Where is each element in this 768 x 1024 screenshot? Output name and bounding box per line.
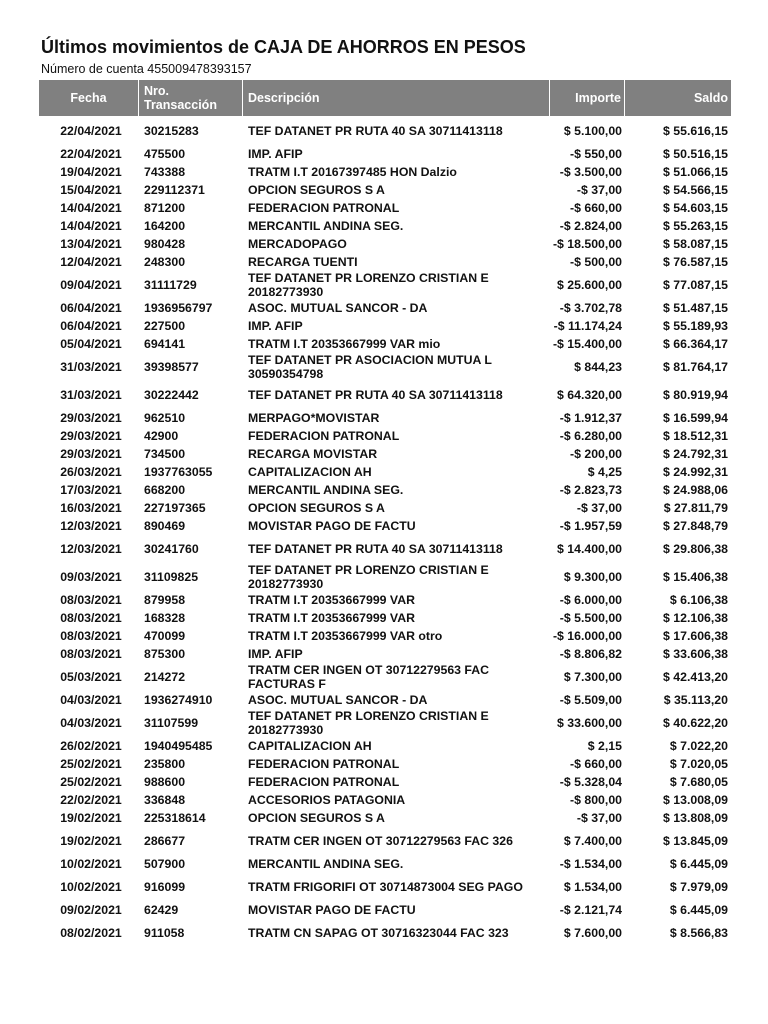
table-row [39,217,731,235]
cell-nro-transaccion: 336848 [144,793,186,807]
cell-importe: -$ 6.280,00 [559,429,622,443]
cell-importe: -$ 1.912,37 [559,411,622,425]
cell-nro-transaccion: 30222442 [144,388,199,402]
cell-descripcion: FEDERACION PATRONAL [248,429,400,443]
table-row [39,563,731,591]
cell-fecha: 06/04/2021 [60,301,122,315]
cell-saldo: $ 7.680,05 [669,775,728,789]
cell-fecha: 25/02/2021 [60,757,122,771]
cell-importe: $ 7.400,00 [563,834,622,848]
table-row [39,199,731,217]
cell-saldo: $ 81.764,17 [663,360,728,374]
cell-importe: -$ 5.500,00 [559,611,622,625]
cell-descripcion: TEF DATANET PR ASOCIACION MUTUA L 30590354798 [248,353,492,381]
table-row [39,317,731,335]
cell-importe: -$ 660,00 [570,201,622,215]
cell-importe: -$ 2.121,74 [559,903,622,917]
table-row [39,381,731,409]
column-header-descripcion: Descripción [243,80,550,116]
cell-fecha: 14/04/2021 [60,219,122,233]
cell-nro-transaccion: 1936956797 [144,301,213,315]
table-row [39,335,731,353]
cell-saldo: $ 13.808,09 [663,811,728,825]
cell-fecha: 10/02/2021 [60,880,122,894]
table-row [39,591,731,609]
cell-importe: $ 2,15 [587,739,622,753]
cell-fecha: 09/02/2021 [60,903,122,917]
cell-fecha: 31/03/2021 [60,360,122,374]
cell-fecha: 04/03/2021 [60,716,122,730]
cell-nro-transaccion: 235800 [144,757,186,771]
cell-descripcion: MOVISTAR PAGO DE FACTU [248,903,416,917]
cell-descripcion: TRATM I.T 20353667999 VAR mio [248,337,441,351]
cell-importe: -$ 5.328,04 [559,775,622,789]
cell-nro-transaccion: 164200 [144,219,186,233]
cell-nro-transaccion: 248300 [144,255,186,269]
cell-nro-transaccion: 227197365 [144,501,206,515]
cell-nro-transaccion: 871200 [144,201,186,215]
cell-nro-transaccion: 286677 [144,834,186,848]
table-row [39,235,731,253]
cell-nro-transaccion: 507900 [144,857,186,871]
table-row [39,755,731,773]
cell-nro-transaccion: 42900 [144,429,179,443]
cell-descripcion: OPCION SEGUROS S A [248,501,385,515]
cell-fecha: 19/04/2021 [60,165,122,179]
cell-nro-transaccion: 470099 [144,629,186,643]
cell-nro-transaccion: 30215283 [144,124,199,138]
cell-importe: -$ 11.174,24 [553,319,622,333]
table-row [39,901,731,919]
cell-descripcion: ASOC. MUTUAL SANCOR - DA [248,301,428,315]
cell-importe: $ 64.320,00 [557,388,622,402]
cell-fecha: 12/03/2021 [60,542,122,556]
cell-nro-transaccion: 980428 [144,237,186,251]
cell-saldo: $ 80.919,94 [663,388,728,402]
cell-nro-transaccion: 1937763055 [144,465,213,479]
cell-fecha: 25/02/2021 [60,775,122,789]
table-row [39,791,731,809]
cell-importe: -$ 1.957,59 [559,519,622,533]
cell-importe: $ 1.534,00 [563,880,622,894]
cell-fecha: 16/03/2021 [60,501,122,515]
cell-fecha: 22/02/2021 [60,793,122,807]
table-row [39,773,731,791]
cell-saldo: $ 55.189,93 [663,319,728,333]
cell-fecha: 22/04/2021 [60,147,122,161]
table-row [39,691,731,709]
table-row [39,609,731,627]
cell-importe: -$ 200,00 [570,447,622,461]
cell-importe: -$ 37,00 [576,501,622,515]
cell-fecha: 13/04/2021 [60,237,122,251]
cell-saldo: $ 76.587,15 [663,255,728,269]
cell-saldo: $ 15.406,38 [663,570,728,584]
cell-saldo: $ 7.979,09 [669,880,728,894]
cell-fecha: 26/03/2021 [60,465,122,479]
cell-importe: -$ 8.806,82 [559,647,622,661]
cell-saldo: $ 51.066,15 [663,165,728,179]
cell-descripcion: TEF DATANET PR LORENZO CRISTIAN E 20182773930 [248,709,489,737]
cell-descripcion: IMP. AFIP [248,319,303,333]
cell-fecha: 04/03/2021 [60,693,122,707]
cell-nro-transaccion: 1936274910 [144,693,213,707]
cell-nro-transaccion: 1940495485 [144,739,213,753]
cell-nro-transaccion: 229112371 [144,183,205,197]
table-row [39,409,731,427]
column-header-saldo: Saldo [693,91,728,105]
cell-descripcion: TRATM CER INGEN OT 30712279563 FAC 326 [248,834,513,848]
cell-descripcion: CAPITALIZACION AH [248,465,372,479]
cell-descripcion: RECARGA MOVISTAR [248,447,378,461]
cell-descripcion: IMP. AFIP [248,147,303,161]
cell-fecha: 22/04/2021 [60,124,122,138]
cell-saldo: $ 54.603,15 [663,201,728,215]
cell-importe: $ 4,25 [587,465,622,479]
cell-nro-transaccion: 31109825 [144,570,199,584]
table-row [39,481,731,499]
cell-fecha: 09/04/2021 [60,278,122,292]
cell-saldo: $ 51.487,15 [663,301,728,315]
cell-saldo: $ 12.106,38 [663,611,728,625]
cell-fecha: 05/04/2021 [60,337,122,351]
cell-descripcion: MERPAGO*MOVISTAR [248,411,380,425]
table-row [39,117,731,145]
cell-fecha: 29/03/2021 [60,411,122,425]
cell-saldo: $ 54.566,15 [663,183,728,197]
cell-saldo: $ 24.992,31 [663,465,728,479]
table-body [39,116,731,947]
cell-saldo: $ 18.512,31 [663,429,728,443]
cell-importe: -$ 5.509,00 [559,693,622,707]
cell-descripcion: OPCION SEGUROS S A [248,183,385,197]
table-row [39,353,731,381]
table-header [39,80,731,116]
table-row [39,663,731,691]
cell-saldo: $ 7.020,05 [669,757,728,771]
table-row [39,145,731,163]
cell-nro-transaccion: 168328 [144,611,186,625]
cell-importe: $ 33.600,00 [557,716,622,730]
cell-descripcion: FEDERACION PATRONAL [248,757,400,771]
table-row [39,445,731,463]
table-row [39,299,731,317]
cell-nro-transaccion: 875300 [144,647,186,661]
cell-fecha: 09/03/2021 [60,570,122,584]
cell-saldo: $ 42.413,20 [663,670,728,684]
table-row [39,499,731,517]
cell-nro-transaccion: 214272 [144,670,186,684]
table-row [39,827,731,855]
table-row [39,645,731,663]
cell-importe: -$ 37,00 [576,183,622,197]
table-row [39,855,731,873]
cell-fecha: 08/03/2021 [60,647,122,661]
cell-saldo: $ 55.263,15 [663,219,728,233]
cell-importe: -$ 2.824,00 [559,219,622,233]
cell-nro-transaccion: 734500 [144,447,186,461]
cell-saldo: $ 35.113,20 [663,693,728,707]
cell-importe: $ 9.300,00 [563,570,622,584]
cell-saldo: $ 58.087,15 [663,237,728,251]
cell-nro-transaccion: 988600 [144,775,186,789]
account-number: Número de cuenta 455009478393157 [41,62,252,76]
cell-fecha: 08/03/2021 [60,593,122,607]
cell-descripcion: OPCION SEGUROS S A [248,811,385,825]
cell-importe: $ 7.600,00 [563,926,622,940]
cell-importe: -$ 1.534,00 [559,857,622,871]
cell-descripcion: ACCESORIOS PATAGONIA [248,793,406,807]
cell-nro-transaccion: 475500 [144,147,186,161]
cell-nro-transaccion: 890469 [144,519,186,533]
table-row [39,181,731,199]
cell-importe: $ 25.600,00 [557,278,622,292]
cell-descripcion: TEF DATANET PR RUTA 40 SA 30711413118 [248,124,503,138]
cell-fecha: 15/04/2021 [60,183,122,197]
cell-fecha: 08/02/2021 [60,926,122,940]
cell-fecha: 26/02/2021 [60,739,122,753]
table-row [39,463,731,481]
table-row [39,709,731,737]
cell-fecha: 12/04/2021 [60,255,122,269]
cell-saldo: $ 27.848,79 [663,519,728,533]
cell-nro-transaccion: 743388 [144,165,186,179]
cell-saldo: $ 27.811,79 [663,501,728,515]
cell-saldo: $ 66.364,17 [663,337,728,351]
cell-descripcion: TRATM I.T 20353667999 VAR [248,611,415,625]
cell-nro-transaccion: 31107599 [144,716,199,730]
cell-saldo: $ 13.008,09 [663,793,728,807]
cell-importe: $ 5.100,00 [563,124,622,138]
cell-descripcion: TRATM I.T 20353667999 VAR otro [248,629,443,643]
cell-nro-transaccion: 62429 [144,903,179,917]
cell-importe: -$ 2.823,73 [559,483,622,497]
cell-importe: -$ 6.000,00 [559,593,622,607]
cell-importe: -$ 3.500,00 [559,165,622,179]
cell-importe: -$ 800,00 [570,793,622,807]
cell-saldo: $ 24.792,31 [663,447,728,461]
cell-saldo: $ 6.445,09 [669,857,728,871]
table-row [39,517,731,535]
cell-descripcion: MERCANTIL ANDINA SEG. [248,857,404,871]
cell-nro-transaccion: 911058 [144,926,185,940]
cell-fecha: 05/03/2021 [60,670,122,684]
cell-saldo: $ 16.599,94 [663,411,728,425]
table-row [39,919,731,947]
cell-nro-transaccion: 227500 [144,319,186,333]
cell-importe: -$ 3.702,78 [559,301,622,315]
column-header-nro-transaccion: Nro. Transacción [139,80,243,116]
cell-saldo: $ 8.566,83 [669,926,728,940]
cell-fecha: 08/03/2021 [60,611,122,625]
movements-table [39,80,731,947]
cell-fecha: 06/04/2021 [60,319,122,333]
cell-descripcion: IMP. AFIP [248,647,303,661]
table-row [39,535,731,563]
cell-nro-transaccion: 225318614 [144,811,206,825]
cell-nro-transaccion: 39398577 [144,360,199,374]
cell-descripcion: MERCANTIL ANDINA SEG. [248,219,404,233]
cell-descripcion: MERCADOPAGO [248,237,347,251]
table-row [39,627,731,645]
cell-fecha: 29/03/2021 [60,447,122,461]
cell-saldo: $ 29.806,38 [663,542,728,556]
table-row [39,163,731,181]
cell-saldo: $ 13.845,09 [663,834,728,848]
cell-importe: $ 14.400,00 [557,542,622,556]
cell-fecha: 08/03/2021 [60,629,122,643]
cell-fecha: 19/02/2021 [60,811,122,825]
cell-saldo: $ 33.606,38 [663,647,728,661]
cell-saldo: $ 7.022,20 [669,739,728,753]
cell-fecha: 10/02/2021 [60,857,122,871]
cell-importe: -$ 15.400,00 [552,337,622,351]
cell-nro-transaccion: 31111729 [144,278,197,292]
cell-fecha: 31/03/2021 [60,388,122,402]
cell-descripcion: ASOC. MUTUAL SANCOR - DA [248,693,428,707]
cell-descripcion: FEDERACION PATRONAL [248,201,400,215]
cell-descripcion: RECARGA TUENTI [248,255,358,269]
cell-descripcion: TEF DATANET PR LORENZO CRISTIAN E 20182773930 [248,271,489,299]
cell-descripcion: TRATM I.T 20167397485 HON Dalzio [248,165,457,179]
table-row [39,271,731,299]
table-row [39,427,731,445]
cell-importe: -$ 660,00 [570,757,622,771]
cell-importe: -$ 500,00 [570,255,622,269]
cell-descripcion: TEF DATANET PR RUTA 40 SA 30711413118 [248,542,503,556]
cell-saldo: $ 24.988,06 [663,483,728,497]
cell-saldo: $ 40.622,20 [663,716,728,730]
cell-saldo: $ 77.087,15 [663,278,728,292]
cell-nro-transaccion: 916099 [144,880,186,894]
cell-descripcion: TRATM FRIGORIFI OT 30714873004 SEG PAGO [248,880,523,894]
table-row [39,253,731,271]
cell-saldo: $ 6.106,38 [669,593,728,607]
cell-descripcion: TRATM CN SAPAG OT 30716323044 FAC 323 [248,926,509,940]
cell-fecha: 29/03/2021 [60,429,122,443]
table-row [39,737,731,755]
cell-saldo: $ 6.445,09 [669,903,728,917]
cell-importe: $ 844,23 [574,360,622,374]
table-row [39,809,731,827]
cell-importe: $ 7.300,00 [563,670,622,684]
cell-nro-transaccion: 962510 [144,411,186,425]
cell-saldo: $ 55.616,15 [663,124,728,138]
cell-nro-transaccion: 668200 [144,483,186,497]
cell-importe: -$ 16.000,00 [552,629,622,643]
cell-importe: -$ 18.500,00 [552,237,622,251]
cell-fecha: 17/03/2021 [60,483,122,497]
cell-fecha: 12/03/2021 [60,519,122,533]
cell-descripcion: FEDERACION PATRONAL [248,775,400,789]
cell-descripcion: TEF DATANET PR LORENZO CRISTIAN E 20182773930 [248,563,489,591]
cell-descripcion: TRATM CER INGEN OT 30712279563 FAC FACTURAS F [248,663,490,691]
cell-saldo: $ 50.516,15 [663,147,728,161]
cell-descripcion: MOVISTAR PAGO DE FACTU [248,519,416,533]
cell-descripcion: TEF DATANET PR RUTA 40 SA 30711413118 [248,388,503,402]
cell-fecha: 19/02/2021 [60,834,122,848]
cell-saldo: $ 17.606,38 [663,629,728,643]
table-row [39,873,731,901]
cell-descripcion: CAPITALIZACION AH [248,739,372,753]
page-title: Últimos movimientos de CAJA DE AHORROS EN PESOS [41,37,526,57]
cell-importe: -$ 37,00 [576,811,622,825]
column-header-fecha: Fecha [39,80,139,116]
cell-descripcion: MERCANTIL ANDINA SEG. [248,483,404,497]
cell-nro-transaccion: 30241760 [144,542,199,556]
column-header-importe: Importe [550,80,625,116]
cell-fecha: 14/04/2021 [60,201,122,215]
cell-nro-transaccion: 694141 [144,337,186,351]
cell-descripcion: TRATM I.T 20353667999 VAR [248,593,415,607]
cell-importe: -$ 550,00 [570,147,622,161]
cell-nro-transaccion: 879958 [144,593,186,607]
